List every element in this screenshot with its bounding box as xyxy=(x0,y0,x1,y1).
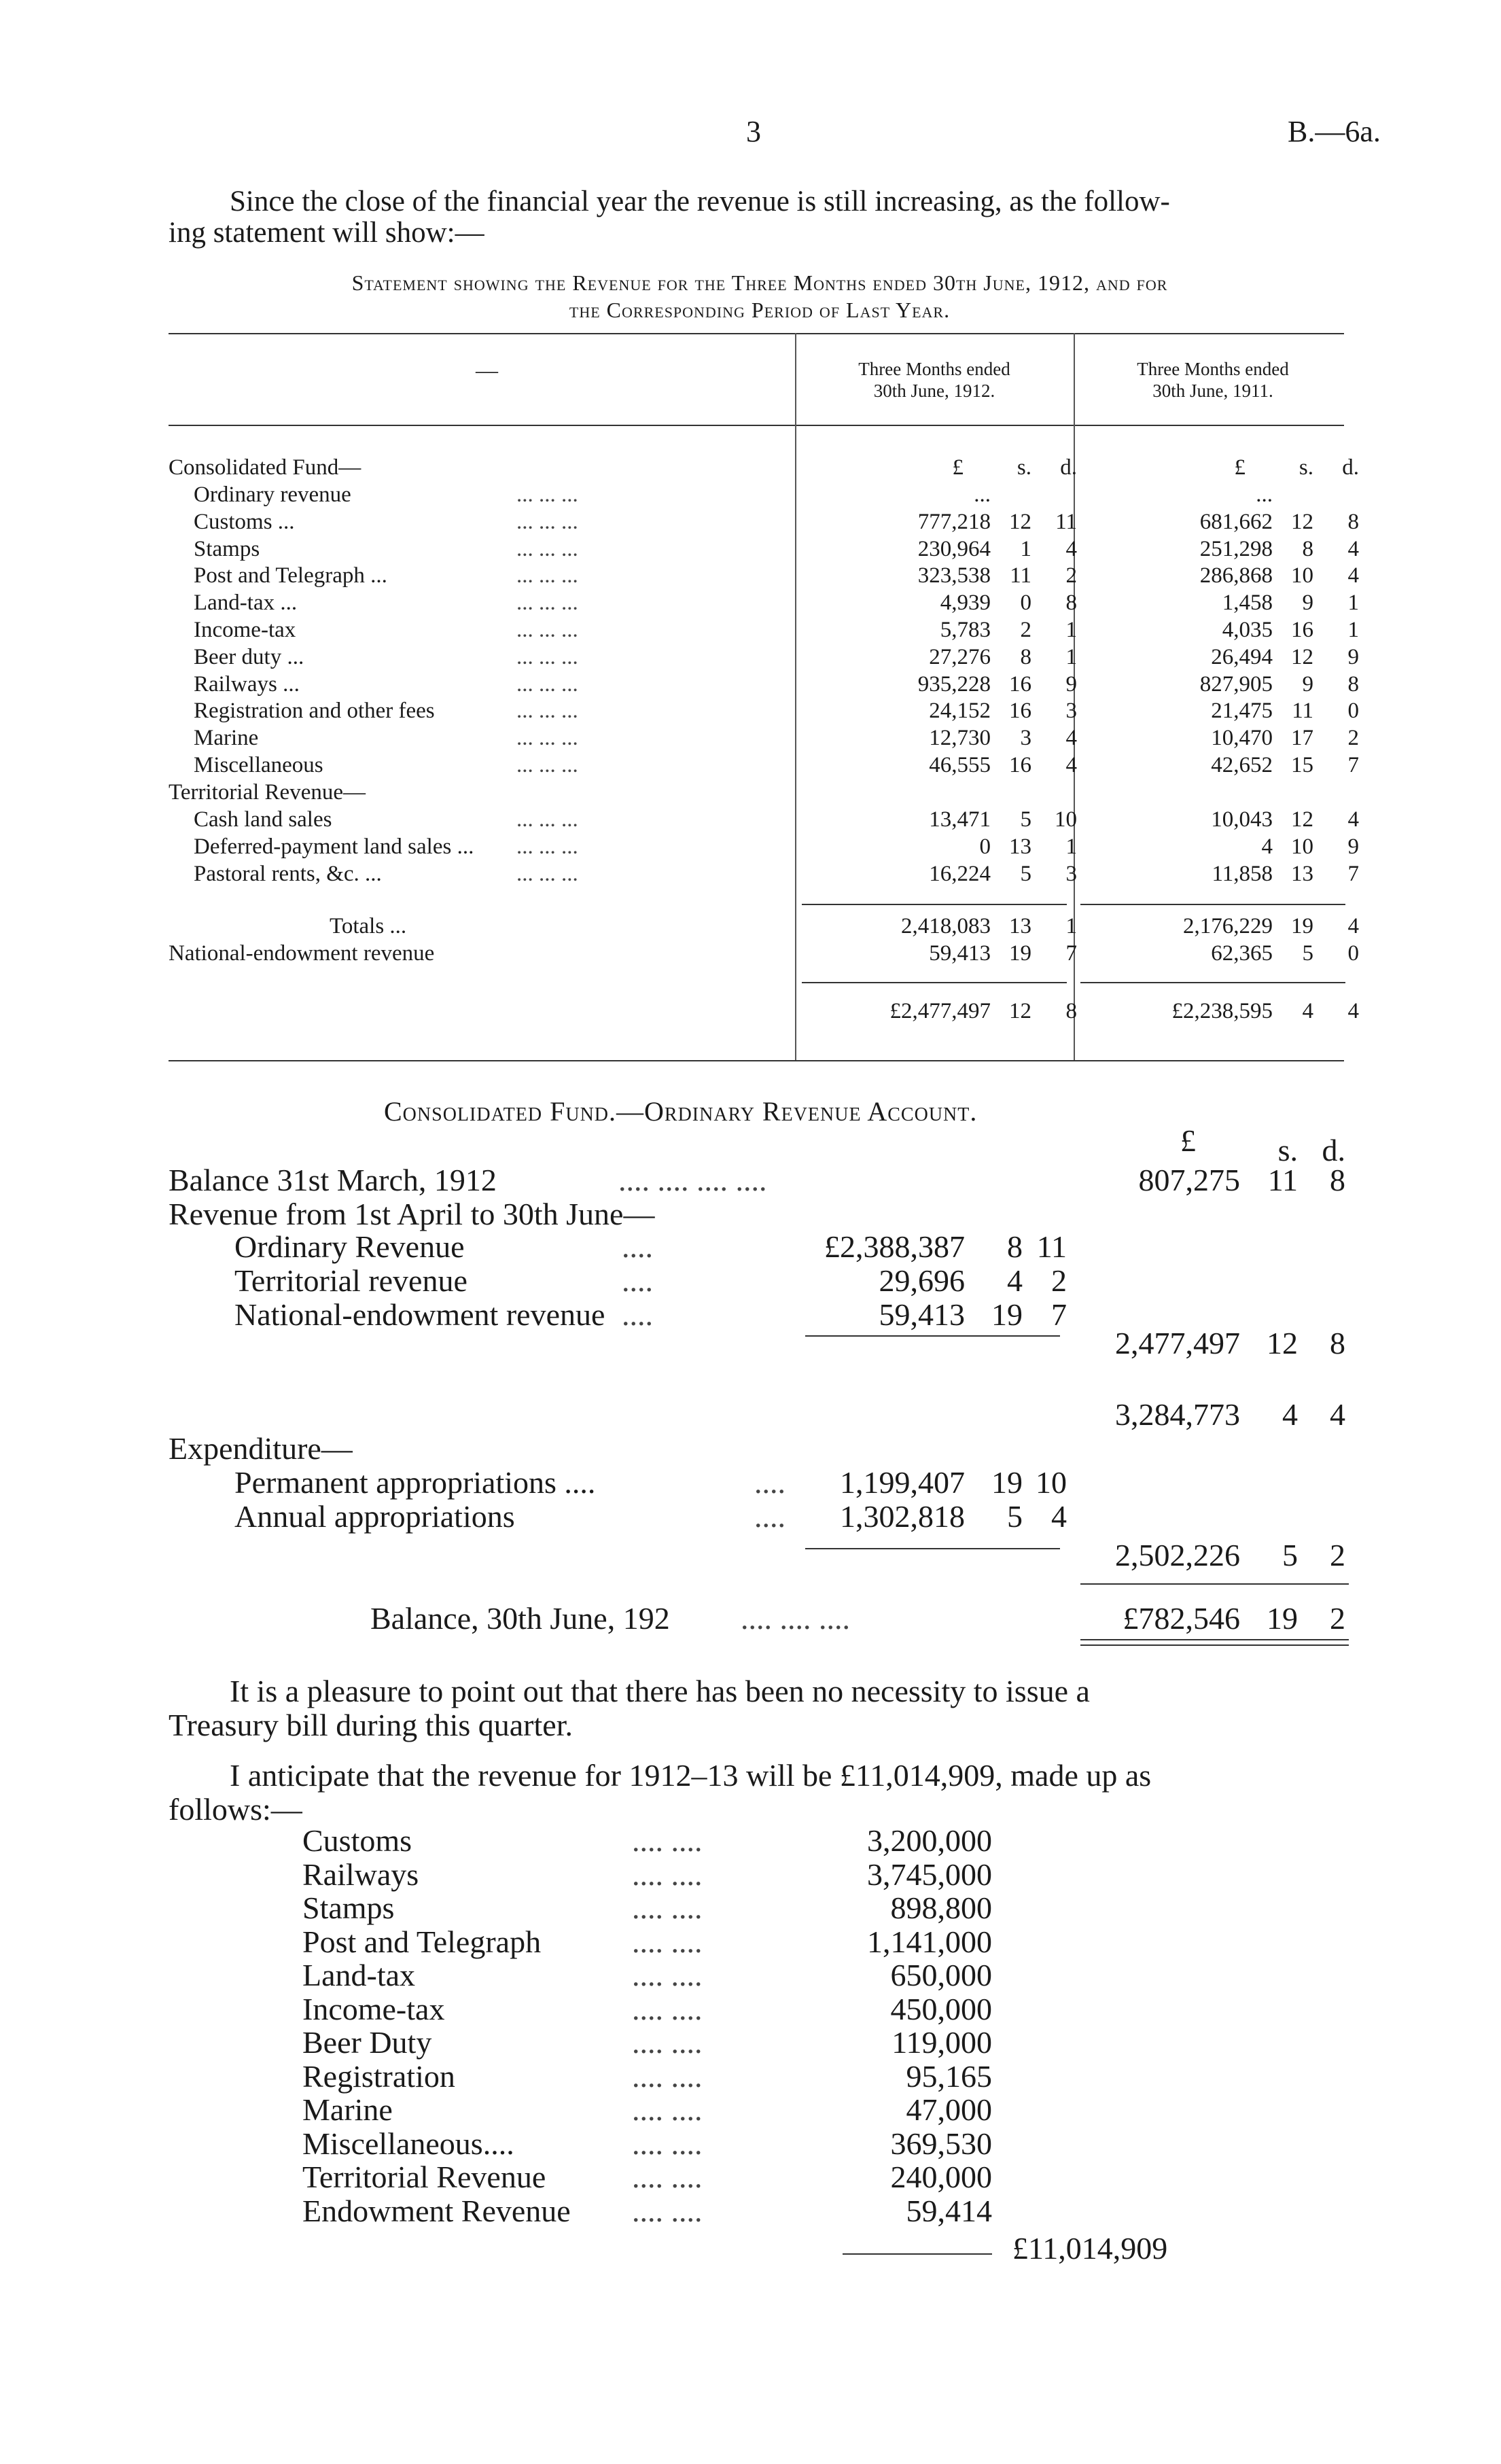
expenditure-item-pounds: 1,302,818 xyxy=(840,1499,965,1534)
territorial-row-1912-shillings: 5 xyxy=(1020,807,1031,832)
expenditure-item-pence: 10 xyxy=(1036,1465,1067,1500)
territorial-row-1912-pence: 1 xyxy=(1065,834,1077,859)
row-label: Customs ... xyxy=(194,510,295,534)
row-1912-pence: 4 xyxy=(1065,753,1077,777)
estimate-value: 3,745,000 xyxy=(867,1857,992,1892)
estimate-label: Railways xyxy=(302,1857,419,1892)
row-1911-pence: 2 xyxy=(1347,726,1359,750)
row-leader: ... ... ... xyxy=(516,591,578,615)
row-1911-shillings: 16 xyxy=(1291,618,1313,642)
row-1912-pounds: 24,152 xyxy=(929,699,991,723)
revenue-item-shillings: 4 xyxy=(1007,1263,1023,1298)
estimate-leader: .... .... xyxy=(632,2092,703,2127)
estimate-value: 3,200,000 xyxy=(867,1823,992,1858)
revenue-item-pence: 11 xyxy=(1036,1229,1067,1264)
territorial-row-1911-pence: 4 xyxy=(1347,807,1359,832)
territorial-row-leader: ... ... ... xyxy=(516,807,578,832)
territorial-row-1912-pounds: 16,224 xyxy=(929,862,991,886)
balance-double-rule-2 xyxy=(1080,1644,1349,1646)
revenue-item-pence: 7 xyxy=(1051,1297,1067,1332)
estimate-leader: .... .... xyxy=(632,2126,703,2161)
account-title: Consolidated Fund.—Ordinary Revenue Account. xyxy=(384,1096,978,1127)
revenue-item-leader: .... xyxy=(622,1263,653,1298)
row-1911-shillings: 11 xyxy=(1292,699,1313,723)
row-1912-shillings: 16 xyxy=(1009,672,1031,697)
territorial-row-1911-shillings: 13 xyxy=(1291,862,1313,886)
balance-open-pounds: 807,275 xyxy=(1138,1163,1240,1197)
expenditure-item-shillings: 19 xyxy=(991,1465,1023,1500)
grand-total-rule-1 xyxy=(802,982,1067,983)
estimate-value: 47,000 xyxy=(906,2092,992,2127)
expenditure-item-label: Annual appropriations xyxy=(234,1499,515,1534)
expenditure-item-shillings: 5 xyxy=(1007,1499,1023,1534)
row-1911-pounds: 21,475 xyxy=(1211,699,1273,723)
grand-total-1912-shillings: 12 xyxy=(1009,999,1031,1023)
row-leader: ... ... ... xyxy=(516,726,578,750)
row-1911-shillings: 17 xyxy=(1291,726,1313,750)
row-label: Miscellaneous xyxy=(194,753,323,777)
row-1912-shillings: 2 xyxy=(1020,618,1031,642)
row-1911-pence: 9 xyxy=(1347,645,1359,669)
national-endowment-label: National-endowment revenue xyxy=(169,941,435,966)
estimate-value: 369,530 xyxy=(890,2126,992,2161)
col2-header-line-1: Three Months ended xyxy=(1137,359,1289,379)
row-1912-pence: 1 xyxy=(1065,645,1077,669)
units-shillings-1: s. xyxy=(1017,455,1031,480)
pleasure-line-1: It is a pleasure to point out that there has been no necessity to issue a xyxy=(230,1674,1090,1708)
revenue-item-pounds: 29,696 xyxy=(879,1263,965,1298)
territorial-row-label: Pastoral rents, &c. ... xyxy=(194,862,382,886)
row-1912-pounds: ... xyxy=(974,482,991,507)
account-unit-shillings: s. xyxy=(1277,1133,1298,1167)
row-1912-pence: 9 xyxy=(1065,672,1077,697)
territorial-row-1912-pounds: 13,471 xyxy=(929,807,991,832)
intro-line-2: ing statement will show:— xyxy=(169,217,484,249)
expenditure-heading: Expenditure— xyxy=(169,1431,353,1466)
row-1911-shillings: 9 xyxy=(1302,591,1313,615)
estimate-label: Endowment Revenue xyxy=(302,2194,571,2228)
estimate-label: Beer Duty xyxy=(302,2025,432,2060)
row-1911-pounds: 42,652 xyxy=(1211,753,1273,777)
anticipate-line-1: I anticipate that the revenue for 1912–13 will be £11,014,909, made up as xyxy=(230,1758,1152,1793)
row-leader: ... ... ... xyxy=(516,699,578,723)
territorial-row-1912-pounds: 0 xyxy=(979,834,991,859)
intro-line-1: Since the close of the financial year the revenue is still increasing, as the follow- xyxy=(230,186,1170,217)
estimate-value: 119,000 xyxy=(891,2025,992,2060)
row-1911-shillings: 9 xyxy=(1302,672,1313,697)
estimate-label: Miscellaneous.... xyxy=(302,2126,514,2161)
row-1911-pence: 8 xyxy=(1347,672,1359,697)
estimate-value: 240,000 xyxy=(890,2160,992,2194)
row-1912-pounds: 323,538 xyxy=(917,563,991,588)
row-leader: ... ... ... xyxy=(516,482,578,507)
revenue-total-shillings: 12 xyxy=(1267,1326,1298,1360)
row-1912-pence: 2 xyxy=(1065,563,1077,588)
territorial-row-1911-shillings: 10 xyxy=(1291,834,1313,859)
revenue-item-pounds: 59,413 xyxy=(879,1297,965,1332)
units-pence-1: d. xyxy=(1060,455,1077,480)
page-number: 3 xyxy=(746,115,761,148)
row-1912-shillings: 12 xyxy=(1009,510,1031,534)
anticipate-line-2: follows:— xyxy=(169,1792,302,1827)
account-unit-pounds: £ xyxy=(1180,1123,1196,1158)
revenue-item-pence: 2 xyxy=(1051,1263,1067,1298)
row-leader: ... ... ... xyxy=(516,537,578,561)
national-1911-pounds: 62,365 xyxy=(1211,941,1273,966)
estimate-leader: .... .... xyxy=(632,1958,703,1992)
estimate-leader: .... .... xyxy=(632,1992,703,2026)
expenditure-total-shillings: 5 xyxy=(1282,1538,1298,1572)
estimates-total-rule xyxy=(843,2253,992,2255)
row-1911-pence: 0 xyxy=(1347,699,1359,723)
row-1911-pounds: 827,905 xyxy=(1199,672,1273,697)
revenue-heading: Revenue from 1st April to 30th June— xyxy=(169,1197,655,1231)
col1-header-line-1: Three Months ended xyxy=(858,359,1010,379)
estimate-label: Customs xyxy=(302,1823,412,1858)
row-1911-pounds: 286,868 xyxy=(1199,563,1273,588)
totals-rule-2 xyxy=(1080,904,1345,905)
totals-1912-pounds: 2,418,083 xyxy=(901,914,991,938)
national-1912-pounds: 59,413 xyxy=(929,941,991,966)
grand-total-1912-pence: 8 xyxy=(1065,999,1077,1023)
units-pounds-2: £ xyxy=(1234,455,1246,480)
row-1912-shillings: 1 xyxy=(1020,537,1031,561)
balance-rule xyxy=(1080,1583,1349,1585)
estimate-value: 59,414 xyxy=(906,2194,992,2228)
estimate-value: 450,000 xyxy=(890,1992,992,2026)
row-1911-shillings: 15 xyxy=(1291,753,1313,777)
territorial-row-1912-shillings: 5 xyxy=(1020,862,1031,886)
estimate-leader: .... .... xyxy=(632,2160,703,2194)
row-1912-pounds: 27,276 xyxy=(929,645,991,669)
row-1912-pounds: 4,939 xyxy=(940,591,991,615)
totals-1912-shillings: 13 xyxy=(1009,914,1031,938)
revenue-total-pence: 8 xyxy=(1330,1326,1345,1360)
balance-open-label: Balance 31st March, 1912 xyxy=(169,1163,497,1197)
subtotal-pence: 4 xyxy=(1330,1397,1345,1432)
expenditure-item-label: Permanent appropriations .... xyxy=(234,1465,596,1500)
units-shillings-2: s. xyxy=(1299,455,1313,480)
table-stub-dash: — xyxy=(476,359,498,383)
row-1912-pence: 8 xyxy=(1065,591,1077,615)
statement-title-line-2: the Corresponding Period of Last Year. xyxy=(569,298,951,322)
units-pounds-1: £ xyxy=(952,455,964,480)
revenue-item-label: Territorial revenue xyxy=(234,1263,467,1298)
estimate-label: Income-tax xyxy=(302,1992,445,2026)
group-territorial-revenue: Territorial Revenue— xyxy=(169,780,366,805)
territorial-row-1912-pence: 10 xyxy=(1055,807,1077,832)
revenue-item-shillings: 8 xyxy=(1007,1229,1023,1264)
row-leader: ... ... ... xyxy=(516,753,578,777)
territorial-row-1911-pounds: 4 xyxy=(1261,834,1273,859)
row-1912-pounds: 12,730 xyxy=(929,726,991,750)
row-label: Ordinary revenue xyxy=(194,482,351,507)
document-reference: B.—6a. xyxy=(1288,115,1381,148)
row-1911-shillings: 8 xyxy=(1302,537,1313,561)
row-1911-pounds: 681,662 xyxy=(1199,510,1273,534)
row-1911-shillings: 10 xyxy=(1291,563,1313,588)
estimate-label: Stamps xyxy=(302,1890,395,1925)
row-1912-shillings: 16 xyxy=(1009,699,1031,723)
table-column-rule-1 xyxy=(795,333,796,1060)
row-label: Post and Telegraph ... xyxy=(194,563,387,588)
row-1912-pounds: 230,964 xyxy=(917,537,991,561)
estimate-label: Marine xyxy=(302,2092,393,2127)
col1-header-line-2: 30th June, 1912. xyxy=(873,381,995,401)
row-1911-pounds: 10,470 xyxy=(1211,726,1273,750)
balance-open-leader: .... .... .... .... xyxy=(618,1163,767,1197)
table-bottom-rule xyxy=(169,1060,1344,1061)
totals-1911-shillings: 19 xyxy=(1291,914,1313,938)
estimate-leader: .... .... xyxy=(632,1890,703,1925)
row-1912-shillings: 0 xyxy=(1020,591,1031,615)
territorial-row-leader: ... ... ... xyxy=(516,862,578,886)
territorial-row-1912-shillings: 13 xyxy=(1009,834,1031,859)
row-1911-pence: 7 xyxy=(1347,753,1359,777)
territorial-row-leader: ... ... ... xyxy=(516,834,578,859)
row-1912-pence: 4 xyxy=(1065,537,1077,561)
balance-open-shillings: 11 xyxy=(1267,1163,1298,1197)
balance-close-pence: 2 xyxy=(1330,1601,1345,1636)
statement-title-line-1: Statement showing the Revenue for the Three Months ended 30th June, 1912, and for xyxy=(351,270,1168,295)
revenue-item-label: National-endowment revenue xyxy=(234,1297,605,1332)
revenue-total-pounds: 2,477,497 xyxy=(1115,1326,1240,1360)
grand-total-1911-pence: 4 xyxy=(1347,999,1359,1023)
row-1912-pounds: 5,783 xyxy=(940,618,991,642)
territorial-row-label: Deferred-payment land sales ... xyxy=(194,834,474,859)
row-1912-pounds: 935,228 xyxy=(917,672,991,697)
row-1911-shillings: 12 xyxy=(1291,510,1313,534)
units-pence-2: d. xyxy=(1342,455,1359,480)
totals-rule-1 xyxy=(802,904,1067,905)
estimate-leader: .... .... xyxy=(632,2059,703,2094)
row-1911-pence: 1 xyxy=(1347,618,1359,642)
group-consolidated-fund: Consolidated Fund— xyxy=(169,455,361,480)
table-header-rule xyxy=(169,425,1344,426)
balance-close-shillings: 19 xyxy=(1267,1601,1298,1636)
territorial-row-1911-pounds: 10,043 xyxy=(1211,807,1273,832)
row-1911-pounds: 26,494 xyxy=(1211,645,1273,669)
row-1911-pence: 4 xyxy=(1347,537,1359,561)
row-1911-pounds: 4,035 xyxy=(1222,618,1273,642)
subtotal-pounds: 3,284,773 xyxy=(1115,1397,1240,1432)
estimate-value: 898,800 xyxy=(890,1890,992,1925)
expenditure-item-pence: 4 xyxy=(1051,1499,1067,1534)
row-1912-pounds: 46,555 xyxy=(929,753,991,777)
row-leader: ... ... ... xyxy=(516,510,578,534)
row-label: Marine xyxy=(194,726,259,750)
grand-total-rule-2 xyxy=(1080,982,1345,983)
estimate-leader: .... .... xyxy=(632,2194,703,2228)
row-1912-shillings: 8 xyxy=(1020,645,1031,669)
estimate-leader: .... .... xyxy=(632,1924,703,1959)
row-1912-pence: 11 xyxy=(1055,510,1077,534)
row-1912-shillings: 11 xyxy=(1010,563,1031,588)
revenue-item-shillings: 19 xyxy=(991,1297,1023,1332)
col2-header-line-2: 30th June, 1911. xyxy=(1152,381,1273,401)
balance-open-pence: 8 xyxy=(1330,1163,1345,1197)
estimate-label: Registration xyxy=(302,2059,455,2094)
row-1912-pence: 3 xyxy=(1065,699,1077,723)
territorial-row-label: Cash land sales xyxy=(194,807,332,832)
row-leader: ... ... ... xyxy=(516,563,578,588)
territorial-row-1911-pounds: 11,858 xyxy=(1212,862,1273,886)
row-label: Beer duty ... xyxy=(194,645,304,669)
national-1911-pence: 0 xyxy=(1347,941,1359,966)
national-1912-pence: 7 xyxy=(1065,941,1077,966)
estimate-leader: .... .... xyxy=(632,2025,703,2060)
estimate-leader: .... .... xyxy=(632,1823,703,1858)
grand-total-1912-pounds: £2,477,497 xyxy=(889,999,991,1023)
territorial-row-1912-pence: 3 xyxy=(1065,862,1077,886)
subtotal-shillings: 4 xyxy=(1282,1397,1298,1432)
totals-label: Totals ... xyxy=(330,914,407,938)
row-leader: ... ... ... xyxy=(516,645,578,669)
row-1911-pence: 1 xyxy=(1347,591,1359,615)
expenditure-total-pounds: 2,502,226 xyxy=(1115,1538,1240,1572)
estimate-label: Land-tax xyxy=(302,1958,416,1992)
table-top-rule xyxy=(169,333,1344,334)
expenditure-item-pounds: 1,199,407 xyxy=(840,1465,965,1500)
estimate-value: 650,000 xyxy=(890,1958,992,1992)
row-1912-shillings: 3 xyxy=(1020,726,1031,750)
row-1911-pounds: 1,458 xyxy=(1222,591,1273,615)
row-1911-shillings: 12 xyxy=(1291,645,1313,669)
row-1911-pounds: 251,298 xyxy=(1199,537,1273,561)
revenue-item-leader: .... xyxy=(622,1229,653,1264)
estimates-total: £11,014,909 xyxy=(1012,2231,1168,2266)
revenue-item-leader: .... xyxy=(622,1297,653,1332)
row-1912-shillings: 16 xyxy=(1009,753,1031,777)
grand-total-1911-shillings: 4 xyxy=(1302,999,1313,1023)
balance-close-pounds: £782,546 xyxy=(1123,1601,1240,1636)
balance-close-leader: .... .... .... xyxy=(741,1601,850,1636)
expenditure-total-pence: 2 xyxy=(1330,1538,1345,1572)
grand-total-1911-pounds: £2,238,595 xyxy=(1171,999,1273,1023)
estimate-leader: .... .... xyxy=(632,1857,703,1892)
estimate-label: Territorial Revenue xyxy=(302,2160,546,2194)
estimate-value: 95,165 xyxy=(906,2059,992,2094)
row-1912-pounds: 777,218 xyxy=(917,510,991,534)
expenditure-item-leader: .... xyxy=(754,1465,785,1500)
revenue-item-pounds: £2,388,387 xyxy=(824,1229,965,1264)
pleasure-line-2: Treasury bill during this quarter. xyxy=(169,1708,573,1742)
row-label: Land-tax ... xyxy=(194,591,298,615)
estimate-value: 1,141,000 xyxy=(867,1924,992,1959)
row-leader: ... ... ... xyxy=(516,618,578,642)
territorial-row-1911-shillings: 12 xyxy=(1291,807,1313,832)
row-1912-pence: 4 xyxy=(1065,726,1077,750)
balance-double-rule-1 xyxy=(1080,1639,1349,1640)
revenue-item-label: Ordinary Revenue xyxy=(234,1229,465,1264)
row-label: Registration and other fees xyxy=(194,699,435,723)
national-1912-shillings: 19 xyxy=(1009,941,1031,966)
row-1912-pence: 1 xyxy=(1065,618,1077,642)
totals-1911-pence: 4 xyxy=(1347,914,1359,938)
territorial-row-1911-pence: 7 xyxy=(1347,862,1359,886)
row-label: Stamps xyxy=(194,537,260,561)
row-label: Income-tax xyxy=(194,618,296,642)
account-unit-pence: d. xyxy=(1322,1133,1345,1167)
row-1911-pence: 8 xyxy=(1347,510,1359,534)
estimate-label: Post and Telegraph xyxy=(302,1924,542,1959)
row-1911-pounds: ... xyxy=(1256,482,1273,507)
balance-close-label: Balance, 30th June, 192 xyxy=(370,1601,670,1636)
totals-1912-pence: 1 xyxy=(1065,914,1077,938)
row-label: Railways ... xyxy=(194,672,300,697)
row-1911-pence: 4 xyxy=(1347,563,1359,588)
row-leader: ... ... ... xyxy=(516,672,578,697)
territorial-row-1911-pence: 9 xyxy=(1347,834,1359,859)
national-1911-shillings: 5 xyxy=(1302,941,1313,966)
totals-1911-pounds: 2,176,229 xyxy=(1183,914,1273,938)
expenditure-item-leader: .... xyxy=(754,1499,785,1534)
